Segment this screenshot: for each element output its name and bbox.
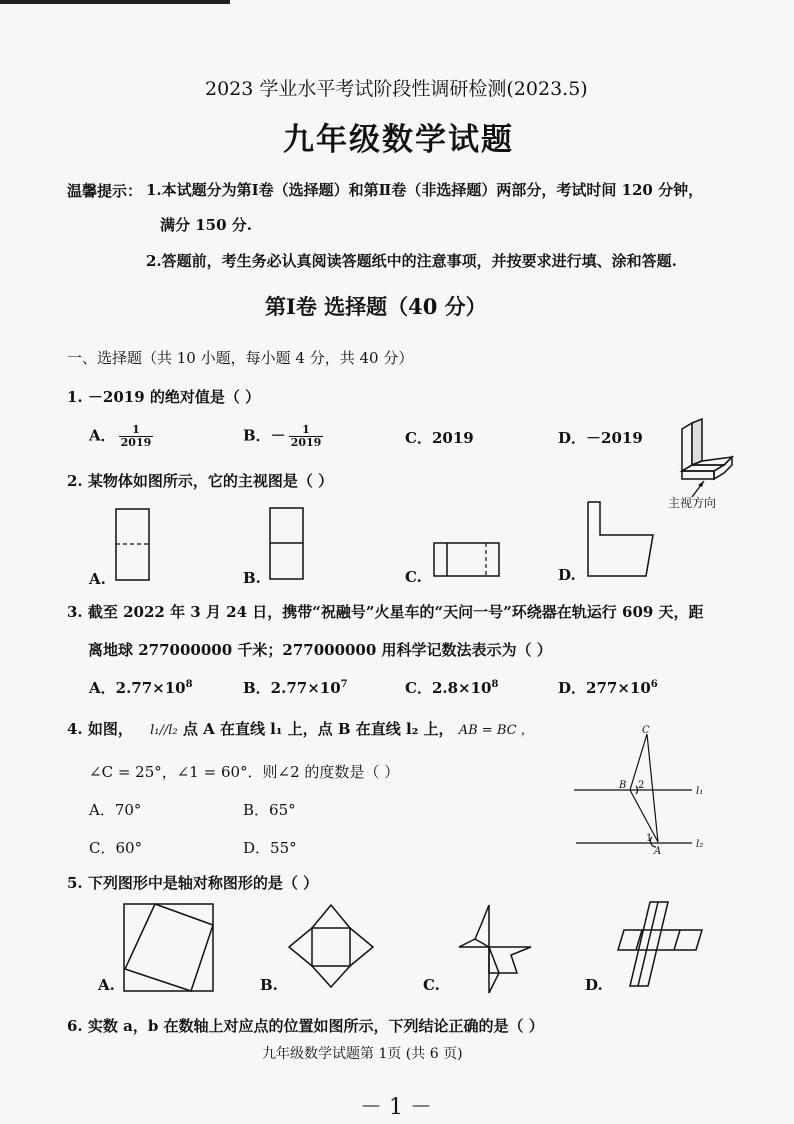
page-title: 九年级数学试题 xyxy=(283,122,514,158)
q2-stem: 2. 某物体如图所示，它的主视图是（ ） xyxy=(67,472,334,490)
scan-edge-mark xyxy=(0,0,230,4)
page-number: － 1 － xyxy=(360,1095,432,1120)
q4-parallel-lines-figure xyxy=(570,722,720,862)
q2-option-a-label: A. xyxy=(89,570,106,588)
q4-stem-line2: ∠C = 25°，∠1 = 60°．则∠2 的度数是（ ） xyxy=(89,763,400,781)
q5-option-a-label: A. xyxy=(98,976,115,994)
q4-option-d: D．55° xyxy=(243,839,297,857)
q4-option-b: B．65° xyxy=(243,801,296,819)
svg-text:2: 2 xyxy=(638,780,645,791)
q3-option-d: D．$277\times 10^6$ xyxy=(558,679,658,697)
q1-option-b: B．－ $\frac{1}{2019}$ xyxy=(243,423,322,449)
q1-option-a: A． $\frac{1}{2019}$ xyxy=(89,423,152,449)
q3-option-c: C．$2.8\times 10^8$ xyxy=(405,679,499,697)
q2-view-direction-label: 主视方向 xyxy=(668,496,717,510)
svg-text:B: B xyxy=(619,780,627,791)
q5-stem: 5. 下列图形中是轴对称图形的是（ ） xyxy=(67,874,319,892)
svg-text:l₂: l₂ xyxy=(696,839,704,850)
tips-label: 温馨提示： xyxy=(67,182,143,200)
q2-option-d-label: D. xyxy=(558,566,576,584)
q5-option-b-figure xyxy=(287,903,375,989)
q2-option-d-figure xyxy=(586,500,656,578)
q2-option-c-figure xyxy=(433,542,501,578)
q5-option-b-label: B. xyxy=(260,976,278,994)
tip-item-1: 1.本试题分为第Ⅰ卷（选择题）和第Ⅱ卷（非选择题）两部分，考试时间 120 分钟， xyxy=(146,181,704,199)
q1-option-d: D．－2019 xyxy=(558,429,643,447)
q3-option-b: B．$2.77\times 10^7$ xyxy=(243,679,348,697)
q2-option-b-figure xyxy=(269,507,305,581)
q1-stem: 1. －2019 的绝对值是（ ） xyxy=(67,388,261,406)
section-heading: 一、选择题（共 10 小题，每小题 4 分，共 40 分） xyxy=(67,349,414,367)
exam-series-title: 2023 学业水平考试阶段性调研检测(2023.5) xyxy=(205,78,588,100)
q5-option-a-figure xyxy=(123,903,215,993)
q1-option-c: C．2019 xyxy=(405,429,474,447)
svg-text:l₁: l₁ xyxy=(696,786,704,797)
q4-option-c: C．60° xyxy=(89,839,143,857)
q2-option-c-label: C. xyxy=(405,568,422,586)
svg-text:C: C xyxy=(642,725,650,736)
q6-stem: 6. 实数 a，b 在数轴上对应点的位置如图所示，下列结论正确的是（ ） xyxy=(67,1017,544,1035)
q4-stem-line1: 4. 如图， l₁//l₂ 点 A 在直线 l₁ 上，点 B 在直线 l₂ 上， AB = BC ， xyxy=(67,720,534,738)
q3-stem-line1: 3. 截至 2022 年 3 月 24 日，携带“祝融号”火星车的“天问一号”环绕器在轨运行 609 天，距 xyxy=(67,603,704,621)
q5-option-c-label: C. xyxy=(423,976,440,994)
q2-object-3d-figure xyxy=(660,415,740,495)
q2-option-a-figure xyxy=(115,508,151,582)
footer-page-info: 九年级数学试题第 1页 (共 6 页) xyxy=(262,1046,463,1062)
q3-stem-line2: 离地球 277000000 千米；277000000 用科学记数法表示为（ ） xyxy=(88,641,552,659)
q3-option-a: A．$2.77\times 10^8$ xyxy=(89,679,193,697)
q2-option-b-label: B. xyxy=(243,569,261,587)
tip-item-2: 2.答题前，考生务必认真阅读答题纸中的注意事项，并按要求进行填、涂和答题. xyxy=(146,252,677,270)
q5-option-c-figure xyxy=(455,903,535,995)
tip-item-1-cont: 满分 150 分. xyxy=(160,216,252,234)
section-title: 第Ⅰ卷 选择题（40 分） xyxy=(265,294,487,319)
svg-text:1: 1 xyxy=(646,833,653,844)
q4-option-a: A．70° xyxy=(89,801,142,819)
q5-option-d-label: D. xyxy=(585,976,603,994)
svg-text:A: A xyxy=(654,846,662,857)
q5-option-d-figure xyxy=(612,900,706,988)
